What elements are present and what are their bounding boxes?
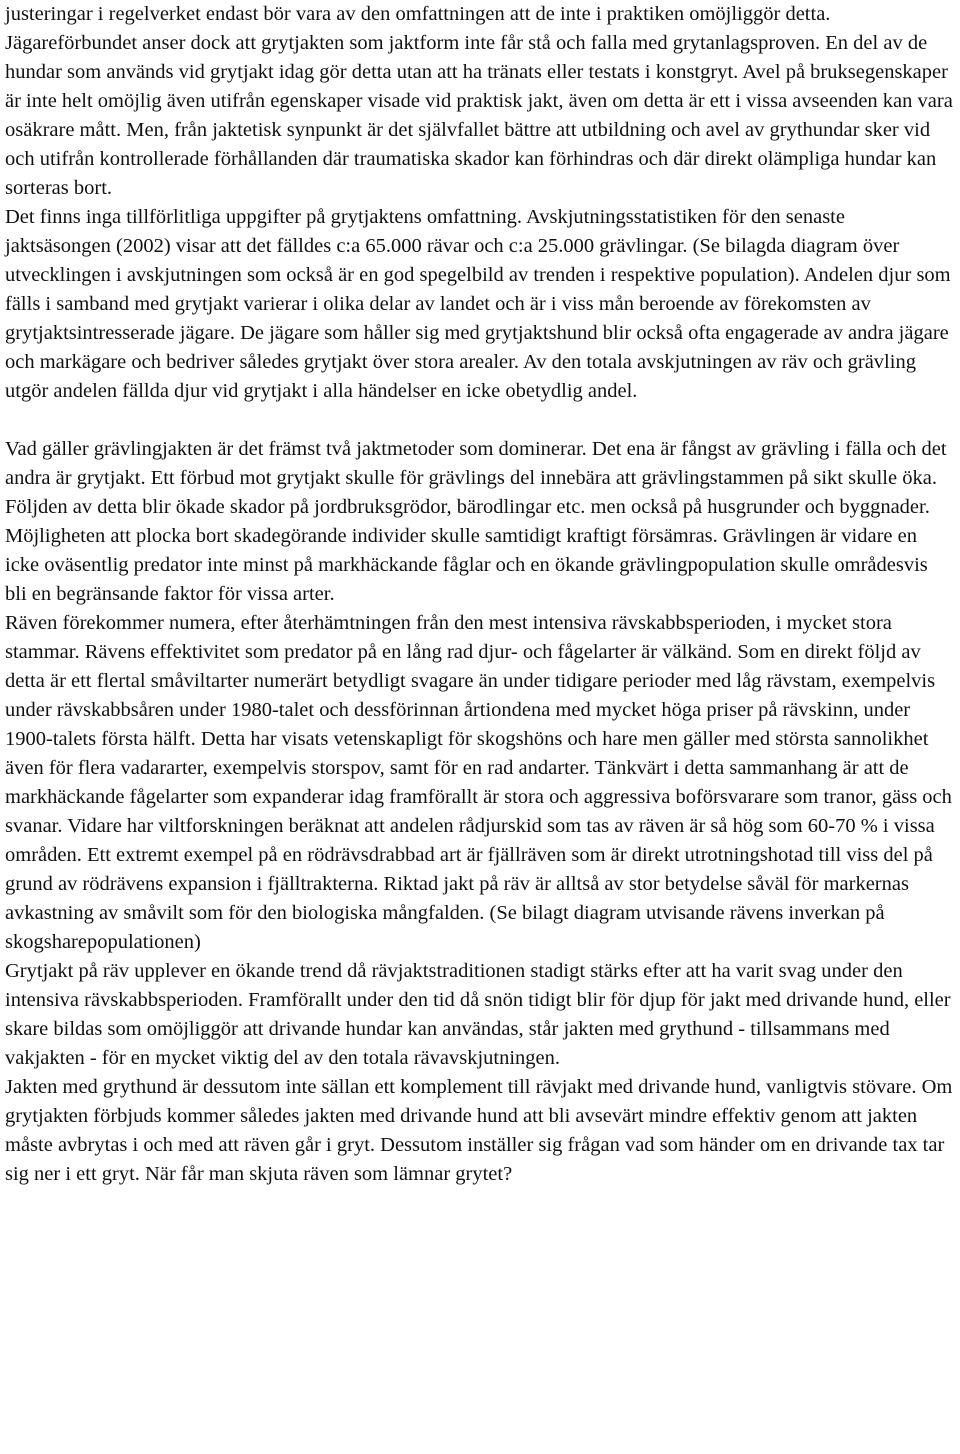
paragraph-omfattning: Det finns inga tillförlitliga uppgifter på grytjaktens omfattning. Avskjutningsstatistiken för den senaste jaktsäsongen (2002) visar att det fälldes c:a 65.000 rävar och c:a 25.000 grävlingar. (Se bilagda diagram över utvecklingen i avskjutningen som också är en god spegelbild av trenden i respektive population). Andelen djur som fälls i samband med grytjakt varierar i olika delar av landet och är i viss mån beroende av förekomsten av grytjaktsintresserade jägare. De jägare som håller sig med grytjaktshund blir också ofta engagerade av andra jägare och markägare och bedriver således grytjakt över stora arealer. Av den totala avskjutningen av räv och grävling utgör andelen fällda djur vid grytjakt i alla händelser en icke obetydlig andel.	[5, 206, 951, 402]
paragraph-grytjakt-rav: Grytjakt på räv upplever en ökande trend då rävjaktstraditionen stadigt stärks efter att ha varit svag under den intensiva rävskabbsperioden. Framförallt under den tid då snön tidigt blir för djup för jakt med drivande hund, eller skare bildas som omöjliggör att drivande hundar kan användas, står jakten med grythund - tillsammans med vakjakten - för en mycket viktig del av den totala rävavskjutningen.	[5, 960, 951, 1069]
paragraph-regelverket: justeringar i regelverket endast bör vara av den omfattningen att de inte i praktiken omöjliggör detta.	[5, 3, 831, 25]
paragraph-grytanlagsproven: Jägareförbundet anser dock att grytjakten som jaktform inte får stå och falla med grytanlagsproven. En del av de hundar som används vid grytjakt idag gör detta utan att ha tränats eller testats i konstgryt. Avel på bruksegenskaper är inte helt omöjlig även utifrån egenskaper visade vid praktisk jakt, även om detta är ett i vissa avseenden kan vara osäkrare mått. Men, från jaktetisk synpunkt är det självfallet bättre att utbildning och avel av grythundar sker vid och utifrån kontrollerade förhållanden där traumatiska skador kan förhindras och där direkt olämpliga hundar kan sorteras bort.	[5, 32, 953, 199]
paragraph-spacer	[5, 406, 960, 435]
paragraph-raven: Räven förekommer numera, efter återhämtningen från den mest intensiva rävskabbsperioden, i mycket stora stammar. Rävens effektivitet som predator på en lång rad djur- och fågelarter är välkänd. Som en direkt följd av detta är ett flertal småviltarter numerärt betydligt svagare än under tidigare perioder med låg rävstam, exempelvis under rävskabbsåren under 1980-talet och dessförinnan årtiondena med mycket höga priser på rävskinn, under 1900-talets första hälft. Detta har visats vetenskapligt för skogshöns och hare men gäller med största sannolikhet även för flera vadararter, exempelvis storspov, samt för en rad andarter. Tänkvärt i detta sammanhang är att de markhäckande fågelarter som expanderar idag framförallt är stora och aggressiva boförsvarare som tranor, gäss och svanar. Vidare har viltforskningen beräknat att andelen rådjurskid som tas av räven är så hög som 60-70 % i vissa områden. Ett extremt exempel på en rödrävsdrabbad art är fjällräven som är direkt utrotningshotad till viss del på grund av rödrävens expansion i fjälltrakterna. Riktad jakt på räv är alltså av stor betydelse såväl för markernas avkastning av småvilt som för den biologiska mångfalden. (Se bilagt diagram utvisande rävens inverkan på skogsharepopulationen)	[5, 612, 952, 953]
paragraph-gravlingjakt: Vad gäller grävlingjakten är det främst två jaktmetoder som dominerar. Det ena är fångst av grävling i fälla och det andra är grytjakt. Ett förbud mot grytjakt skulle för grävlings del innebära att grävlingstammen på sikt skulle öka. Följden av detta blir ökade skador på jordbruksgrödor, bärodlingar etc. men också på husgrunder och byggnader. Möjligheten att plocka bort skadegörande individer skulle samtidigt kraftigt försämras. Grävlingen är vidare en icke oväsentlig predator inte minst på markhäckande fåglar och en ökande grävlingpopulation skulle områdesvis bli en begränsande faktor för vissa arter.	[5, 438, 947, 605]
paragraph-drivande-hund: Jakten med grythund är dessutom inte sällan ett komplement till rävjakt med drivande hund, vanligtvis stövare. Om grytjakten förbjuds kommer således jakten med drivande hund att bli avsevärt mindre effektiv genom att jakten måste avbrytas i och med att räven går i gryt. Dessutom inställer sig frågan vad som händer om en drivande tax tar sig ner i ett gryt. När får man skjuta räven som lämnar grytet?	[5, 1076, 953, 1185]
